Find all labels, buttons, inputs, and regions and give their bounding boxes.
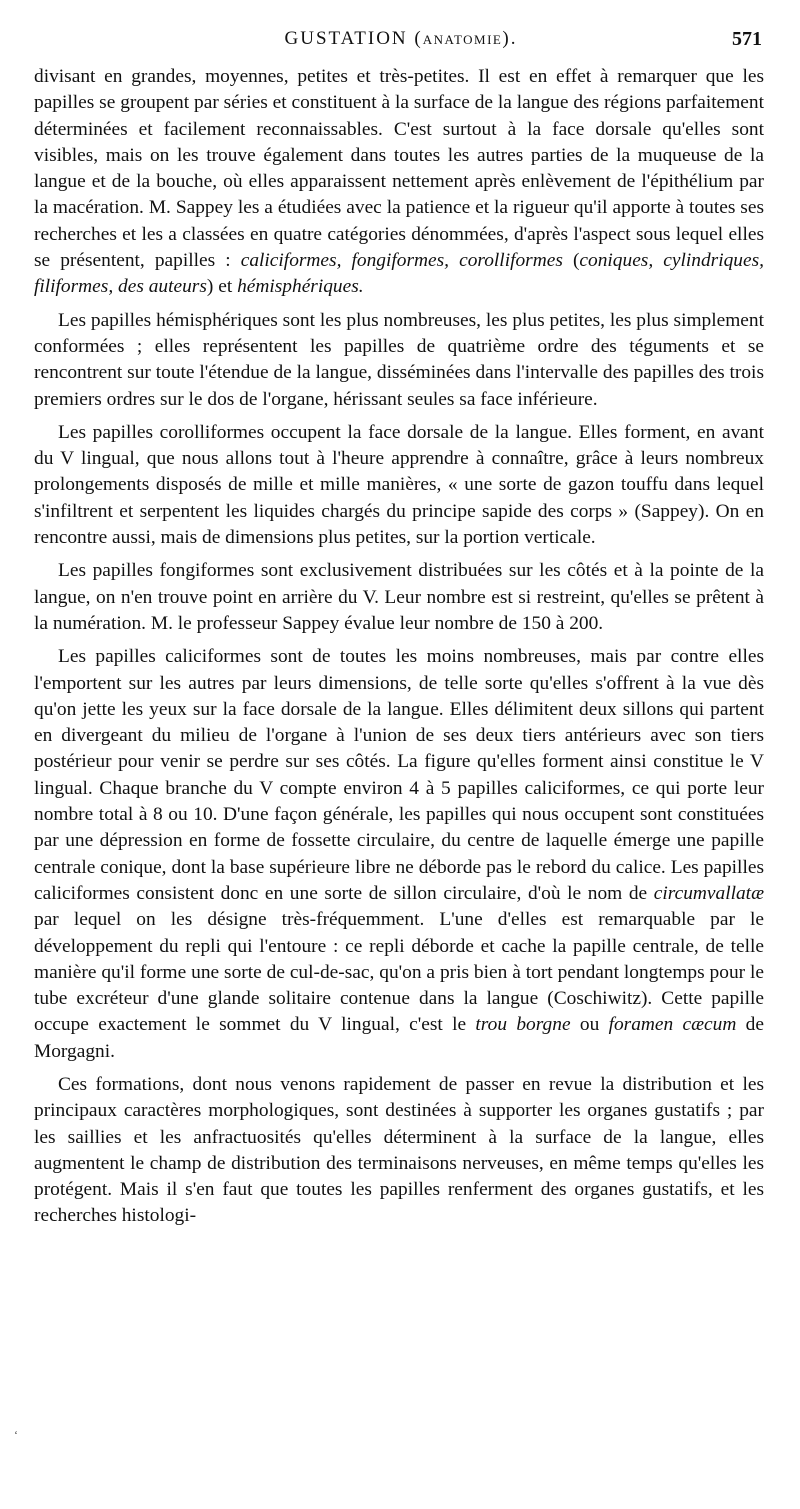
- paragraph-6: [34, 1072, 764, 1230]
- italic-term: trou borgne: [475, 1014, 571, 1036]
- title-subtitle: ANATOMIE: [422, 32, 503, 47]
- paragraph-text: de Morgagni.: [34, 1014, 764, 1062]
- italic-term: coniques, cylindriques, filiformes, des auteurs: [34, 250, 764, 298]
- title-main: GUSTATION: [284, 28, 408, 49]
- italic-term: hémisphériques.: [237, 276, 364, 298]
- paragraph-text: divisant en grandes, moyennes, petites et très-petites. Il est en effet à remarquer que les papilles se groupent par séries et constituent à la surface de la langue des régions parfaitement déterminées et facilement reconnaissables. C'est surtout à la face dorsale qu'elles sont visibles, mais on les trouve également dans toutes les autres parties de la muqueuse de la langue et de la bouche, où elles apparaissent nettement après enlèvement de l'épithélium par la macération. M. Sappey les a étudiées avec la patience et la rigueur qu'il apporte à toutes ses recherches et les a classées en quatre catégories dénommées, d'après l'aspect sous lequel elles se présentent, papilles :: [34, 66, 764, 272]
- paragraph-text: Ces formations, dont nous venons rapidement de passer en revue la distribution et les principaux caractères morphologiques, sont destinées à supporter les organes gustatifs ; par les saillies et les anfractuosités qu'elles déterminent à la surface de la langue, elles augmentent le champ de distribution des terminaisons nerveuses, en même temps qu'elles les protégent. Mais il s'en faut que toutes les papilles renferment des organes gustatifs, et les recherches histologi-: [34, 1073, 764, 1227]
- paragraph-5: [34, 644, 764, 1065]
- paragraph-text: Les papilles fongiformes sont exclusivement distribuées sur les côtés et à la pointe de la langue, on n'en trouve point en arrière du V. Leur nombre est si restreint, qu'elles se prêtent à la numération. M. le professeur Sappey évalue leur nombre de 150 à 200.: [34, 560, 764, 634]
- page-number: 571: [732, 28, 762, 50]
- paragraph-text: Les papilles caliciformes sont de toutes les moins nombreuses, mais par contre elles l'emportent sur les autres par leurs dimensions, de telle sorte qu'elles s'offrent à la vue dès qu'on jette les yeux sur la face dorsale de la langue. Elles délimitent deux sillons qui partent en divergeant du milieu de l'organe à l'union de ses deux tiers antérieurs avec son tiers postérieur pour venir se perdre sur ses côtés. La figure qu'elles forment ainsi constitue le V lingual. Chaque branche du V compte environ 4 à 5 papilles caliciformes, ce qui porte leur nombre total à 8 ou 10. D'une façon générale, les papilles qui nous occupent sont constituées par une dépression en forme de fossette circulaire, du centre de laquelle émerge une papille centrale conique, dont la base supérieure libre ne déborde pas le rebord du calice. Les papilles caliciformes consistent donc en une sorte de sillon circulaire, d'où le nom de: [34, 646, 764, 904]
- italic-term: caliciformes, fongiformes, corolliformes: [240, 250, 563, 272]
- running-title: [36, 28, 766, 50]
- paragraph-text: ou: [570, 1014, 609, 1036]
- paragraph-text: (: [562, 250, 580, 272]
- paragraph-text: Les papilles corolliformes occupent la face dorsale de la langue. Elles forment, en avant du V lingual, que nous allons tout à l'heure apprendre à connaître, grâce à leurs nombreux prolongements disposés de mille et mille manières, « une sorte de gazon touffu dans lequel s'infiltrent et serpentent les liquides chargés du principe sapide des corps » (Sappey). On en rencontre aussi, mais de dimensions plus petites, sur la portion verticale.: [34, 421, 764, 549]
- title-paren-close: ).: [502, 28, 518, 49]
- running-header: [36, 28, 766, 58]
- italic-term: foramen cæcum: [608, 1014, 737, 1036]
- paragraph-text: ) et: [206, 276, 238, 298]
- paragraph-text: par lequel on les désigne très-fréquemment. L'une d'elles est remarquable par le développement du repli qui l'entoure : ce repli déborde et cache la papille centrale, de telle manière qu'il forme une sorte de cul-de-sac, qu'on a pris bien à tort pendant longtemps pour le tube excréteur d'une glande solitaire contenue dans la langue (Coschiwitz). Cette papille occupe exactement le sommet du V lingual, c'est le: [34, 909, 764, 1036]
- title-paren-open: (: [414, 28, 423, 49]
- paragraph-2: [34, 308, 764, 413]
- paragraph-4: [34, 558, 764, 637]
- body-text: [34, 64, 764, 1230]
- italic-term: circumvallatæ: [653, 882, 764, 904]
- print-speck: ‘: [14, 1428, 18, 1442]
- paragraph-3: [34, 420, 764, 551]
- paragraph-1: [34, 64, 764, 301]
- paragraph-text: Les papilles hémisphériques sont les plus nombreuses, les plus petites, les plus simplement conformées ; elles représentent les papilles de quatrième ordre des téguments et se rencontrent sur toute l'étendue de la langue, disséminées dans l'intervalle des papilles des trois premiers ordres sur le dos de l'organe, hérissant seules sa face inférieure.: [34, 309, 764, 410]
